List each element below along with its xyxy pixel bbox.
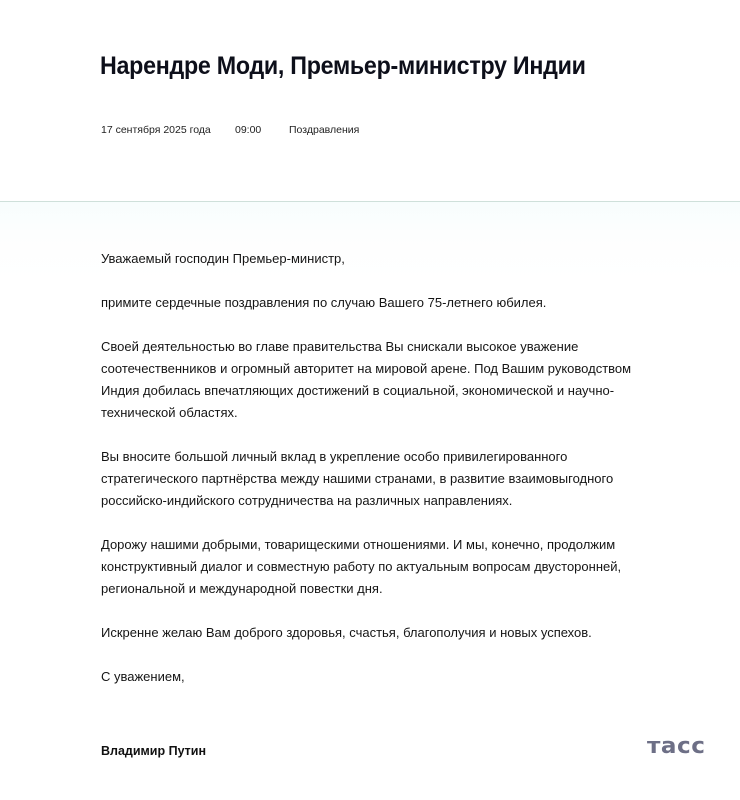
meta-info xyxy=(101,124,359,136)
tass-logo: тасс xyxy=(647,734,706,759)
closing: С уважением, xyxy=(101,669,185,684)
paragraph-2: Своей деятельностью во главе правительства Вы снискали высокое уважение соотечественников и огромный авторитет на мировой арене. Под Вашим руководством Индия добилась впечатляющих достижений в социальной, экономической и научно-технической областях. xyxy=(101,339,632,420)
publish-time: 09:00 xyxy=(235,124,262,136)
document-header xyxy=(0,0,740,201)
page-title: Нарендре Моди, Премьер-министру Индии xyxy=(100,52,586,80)
paragraph-5: Искренне желаю Вам доброго здоровья, счастья, благополучия и новых успехов. xyxy=(101,625,592,640)
paragraph-4: Дорожу нашими добрыми, товарищескими отношениями. И мы, конечно, продолжим конструктивный диалог и совместную работу по актуальным вопросам двусторонней, региональной и международной повестки дня. xyxy=(101,537,622,596)
signature: Владимир Путин xyxy=(101,744,207,758)
paragraph-3: Вы вносите большой личный вклад в укрепление особо привилегированного стратегического партнёрства между нашими странами, в развитие взаимовыгодного российско-индийского сотрудничества на различных направлениях. xyxy=(101,449,614,508)
letter-body xyxy=(101,248,641,710)
publish-date: 17 сентября 2025 года xyxy=(101,124,211,136)
salutation: Уважаемый господин Премьер-министр, xyxy=(101,251,345,266)
category-link[interactable]: Поздравления xyxy=(289,124,360,136)
paragraph-1: примите сердечные поздравления по случаю Вашего 75-летнего юбилея. xyxy=(101,295,547,310)
